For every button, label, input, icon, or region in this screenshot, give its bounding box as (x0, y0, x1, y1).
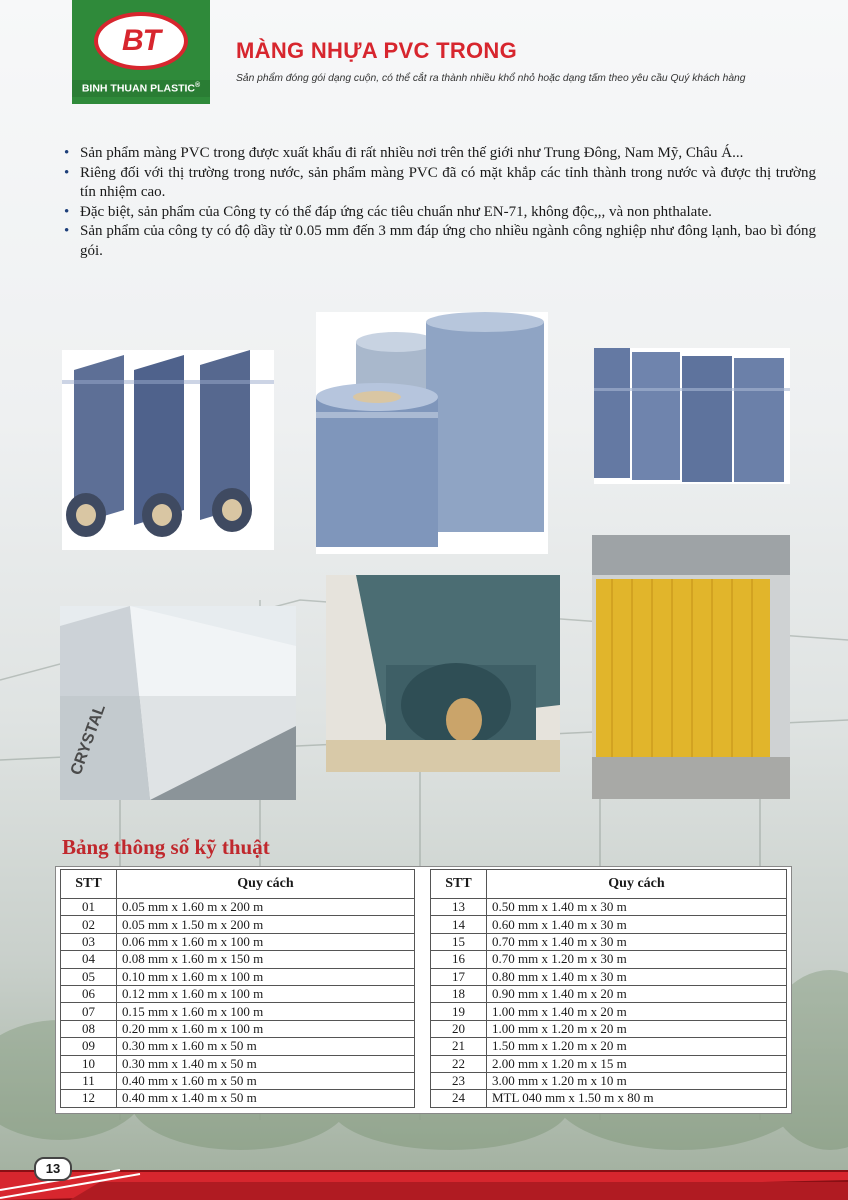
table-row (61, 968, 415, 985)
spec-table-title: Bảng thông số kỹ thuật (62, 835, 270, 859)
stt-cell: 13 (431, 899, 487, 916)
table-row (431, 1038, 787, 1055)
stt-cell: 06 (61, 985, 117, 1002)
table-row (61, 933, 415, 950)
stt-cell: 17 (431, 968, 487, 985)
stt-cell: 23 (431, 1072, 487, 1089)
stt-cell: 18 (431, 985, 487, 1002)
spec-cell: 0.08 mm x 1.60 m x 150 m (117, 951, 415, 968)
table-row (431, 899, 787, 916)
spec-table-left (60, 869, 415, 1108)
stt-cell: 07 (61, 1003, 117, 1020)
stt-cell: 08 (61, 1020, 117, 1037)
table-row (61, 916, 415, 933)
spec-cell: 1.00 mm x 1.20 m x 20 m (487, 1020, 787, 1037)
photo-three-blue-rolls (62, 350, 274, 550)
table-row (61, 1020, 415, 1037)
stt-cell: 02 (61, 916, 117, 933)
spec-cell: 0.20 mm x 1.60 m x 100 m (117, 1020, 415, 1037)
stt-cell: 04 (61, 951, 117, 968)
table-row (61, 1055, 415, 1072)
photo-rolls-row (594, 348, 790, 484)
photo-clear-film-roll (60, 606, 296, 800)
table-row (61, 1090, 415, 1107)
spec-cell: 2.00 mm x 1.20 m x 15 m (487, 1055, 787, 1072)
feature-list (64, 144, 816, 261)
spec-cell: 0.60 mm x 1.40 m x 30 m (487, 916, 787, 933)
feature-item: • Sản phẩm màng PVC trong được xuất khẩu đi rất nhiều nơi trên thế giới như Trung Đông, Nam Mỹ, Châu Á... (64, 144, 816, 164)
feature-item: • Riêng đối với thị trường trong nước, sản phẩm màng PVC đã có mặt khắp các tỉnh thành trong nước và được thị trường tín nhiệm cao. (64, 164, 816, 203)
table-row (431, 968, 787, 985)
table-row (431, 916, 787, 933)
stt-cell: 05 (61, 968, 117, 985)
feature-item: • Sản phẩm của công ty có độ dầy từ 0.05 mm đến 3 mm đáp ứng cho nhiều ngành công nghiệp như đông lạnh, bao bì đóng gói. (64, 222, 816, 261)
logo-company-name: BINH THUAN PLASTIC® (72, 80, 210, 97)
spec-cell: 0.15 mm x 1.60 m x 100 m (117, 1003, 415, 1020)
table-row (431, 1055, 787, 1072)
spec-cell: MTL 040 mm x 1.50 m x 80 m (487, 1090, 787, 1107)
photo-yellow-strip-curtain (592, 535, 790, 799)
stt-header: STT (431, 870, 487, 899)
spec-cell: 1.50 mm x 1.20 m x 20 m (487, 1038, 787, 1055)
stt-cell: 15 (431, 933, 487, 950)
feature-item: • Đặc biệt, sản phẩm của Công ty có thể đáp ứng các tiêu chuẩn như EN-71, không độc,,, và non phthalate. (64, 203, 816, 223)
stt-cell: 12 (61, 1090, 117, 1107)
stt-cell: 03 (61, 933, 117, 950)
spec-cell: 0.50 mm x 1.40 m x 30 m (487, 899, 787, 916)
table-row (431, 985, 787, 1002)
table-row (61, 1003, 415, 1020)
stt-cell: 20 (431, 1020, 487, 1037)
logo-monogram: BT (122, 24, 160, 57)
stt-cell: 21 (431, 1038, 487, 1055)
stt-cell: 22 (431, 1055, 487, 1072)
crystal-label: CRYSTAL (67, 702, 109, 778)
footer-stripes (0, 1160, 848, 1200)
stt-cell: 24 (431, 1090, 487, 1107)
table-row (431, 951, 787, 968)
logo-emblem (94, 12, 188, 70)
table-row (61, 1038, 415, 1055)
stt-cell: 11 (61, 1072, 117, 1089)
table-row (61, 1072, 415, 1089)
stt-header: STT (61, 870, 117, 899)
stt-cell: 10 (61, 1055, 117, 1072)
spec-cell: 1.00 mm x 1.40 m x 20 m (487, 1003, 787, 1020)
spec-cell: 0.80 mm x 1.40 m x 30 m (487, 968, 787, 985)
spec-cell: 0.05 mm x 1.50 m x 200 m (117, 916, 415, 933)
photo-stacked-rolls (316, 312, 548, 554)
table-row (431, 1072, 787, 1089)
spec-cell: 0.10 mm x 1.60 m x 100 m (117, 968, 415, 985)
stt-cell: 01 (61, 899, 117, 916)
spec-cell: 0.40 mm x 1.60 m x 50 m (117, 1072, 415, 1089)
stt-cell: 19 (431, 1003, 487, 1020)
spec-cell: 3.00 mm x 1.20 m x 10 m (487, 1072, 787, 1089)
table-row (61, 951, 415, 968)
spec-cell: 0.90 mm x 1.40 m x 20 m (487, 985, 787, 1002)
page-number: 13 (34, 1157, 72, 1181)
table-row (61, 899, 415, 916)
spec-cell: 0.30 mm x 1.60 m x 50 m (117, 1038, 415, 1055)
company-logo (72, 0, 210, 104)
page-title: MÀNG NHỰA PVC TRONG (236, 38, 518, 63)
photo-teal-roll (326, 575, 560, 772)
spec-cell: 0.70 mm x 1.40 m x 30 m (487, 933, 787, 950)
spec-cell: 0.12 mm x 1.60 m x 100 m (117, 985, 415, 1002)
spec-cell: 0.70 mm x 1.20 m x 30 m (487, 951, 787, 968)
spec-cell: 0.06 mm x 1.60 m x 100 m (117, 933, 415, 950)
spec-table-right (430, 869, 787, 1108)
spec-header: Quy cách (117, 870, 415, 899)
spec-cell: 0.30 mm x 1.40 m x 50 m (117, 1055, 415, 1072)
spec-table-panel (55, 866, 792, 1114)
stt-cell: 16 (431, 951, 487, 968)
page-subtitle: Sản phẩm đóng gói dạng cuộn, có thể cắt ra thành nhiều khổ nhỏ hoặc dạng tấm theo yêu cầu Quý khách hàng (236, 73, 746, 84)
spec-cell: 0.05 mm x 1.60 m x 200 m (117, 899, 415, 916)
spec-cell: 0.40 mm x 1.40 m x 50 m (117, 1090, 415, 1107)
stt-cell: 14 (431, 916, 487, 933)
table-row (431, 933, 787, 950)
table-row (61, 985, 415, 1002)
table-row (431, 1020, 787, 1037)
table-row (431, 1090, 787, 1107)
stt-cell: 09 (61, 1038, 117, 1055)
table-row (431, 1003, 787, 1020)
spec-header: Quy cách (487, 870, 787, 899)
